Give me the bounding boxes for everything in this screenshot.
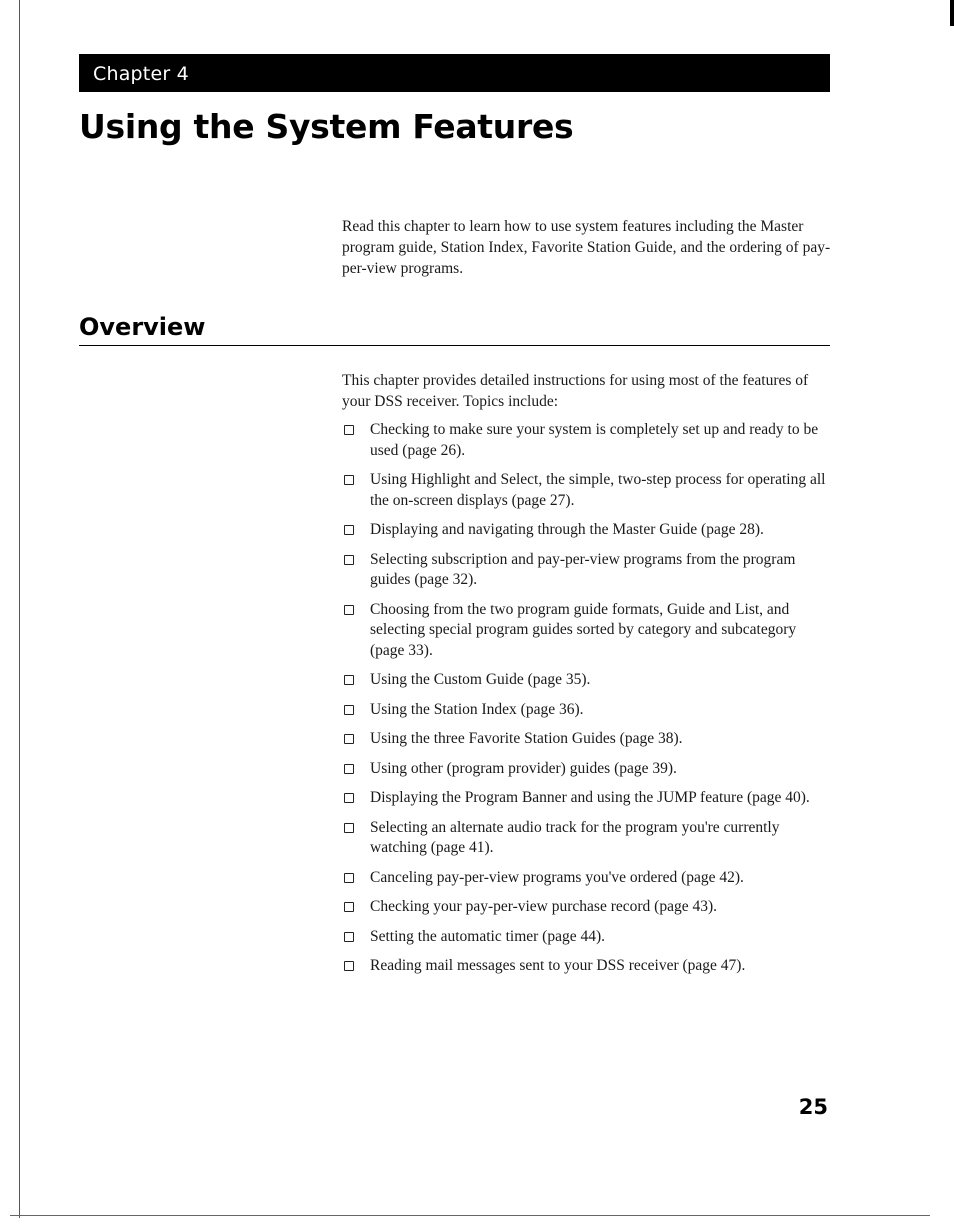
list-item-text: Checking your pay-per-view purchase record (page 43). — [370, 898, 718, 915]
list-item — [342, 927, 832, 948]
list-item — [342, 868, 832, 889]
checkbox-square-icon — [344, 961, 354, 971]
list-item-text: Selecting subscription and pay-per-view programs from the program guides (page 32). — [370, 550, 796, 588]
list-item — [342, 956, 832, 977]
list-item-text: Setting the automatic timer (page 44). — [370, 927, 606, 945]
checkbox-square-icon — [344, 764, 354, 774]
list-item-text: Canceling pay-per-view programs you've ordered (page 42). — [370, 868, 744, 886]
checkbox-square-icon — [344, 734, 354, 744]
list-item — [342, 670, 832, 691]
checkbox-square-icon — [344, 555, 354, 565]
list-item — [342, 520, 832, 541]
topics-list — [342, 420, 832, 986]
page-number: 25 — [798, 1095, 828, 1119]
list-item — [342, 600, 832, 662]
checkbox-square-icon — [344, 793, 354, 803]
list-item — [342, 897, 832, 918]
list-item — [342, 470, 832, 511]
list-item-text: Using the three Favorite Station Guides (page 38). — [370, 730, 683, 747]
list-item-text: Displaying and navigating through the Master Guide (page 28). — [370, 521, 764, 538]
list-item-text: Using the Custom Guide (page 35). — [370, 671, 591, 688]
list-item — [342, 420, 832, 461]
scan-edge-right — [950, 0, 954, 26]
checkbox-square-icon — [344, 675, 354, 685]
list-item — [342, 788, 832, 809]
scan-edge-left — [19, 0, 20, 1218]
list-item — [342, 550, 832, 591]
overview-intro: This chapter provides detailed instructions for using most of the features of your DSS receiver. Topics include: — [342, 372, 809, 410]
list-item-text: Checking to make sure your system is completely set up and ready to be used (page 26). — [370, 421, 819, 459]
list-item-text: Reading mail messages sent to your DSS receiver (page 47). — [370, 957, 746, 974]
list-item-text: Selecting an alternate audio track for the program you're currently watching (page 41). — [370, 818, 780, 856]
list-item-text: Using Highlight and Select, the simple, two-step process for operating all the on-screen displays (page 27). — [370, 471, 826, 509]
scan-bottom-edge — [10, 1215, 930, 1216]
chapter-intro: Read this chapter to learn how to use system features including the Master program guide, Station Index, Favorite Station Guide, and the ordering of pay-per-view programs. — [342, 218, 831, 277]
checkbox-square-icon — [344, 932, 354, 942]
checkbox-square-icon — [344, 425, 354, 435]
list-item — [342, 700, 832, 721]
chapter-label-bar — [79, 54, 830, 92]
checkbox-square-icon — [344, 823, 354, 833]
section-divider — [79, 345, 830, 346]
checkbox-square-icon — [344, 605, 354, 615]
list-item-text: Using other (program provider) guides (page 39). — [370, 759, 677, 777]
section-heading-overview: Overview — [79, 313, 206, 341]
list-item-text: Displaying the Program Banner and using the JUMP feature (page 40). — [370, 789, 810, 806]
checkbox-square-icon — [344, 705, 354, 715]
checkbox-square-icon — [344, 475, 354, 485]
list-item-text: Choosing from the two program guide formats, Guide and List, and selecting special program guides sorted by category and subcategory (page 33). — [370, 600, 797, 659]
list-item — [342, 729, 832, 750]
list-item — [342, 759, 832, 780]
list-item — [342, 818, 832, 859]
list-item-text: Using the Station Index (page 36). — [370, 700, 584, 718]
checkbox-square-icon — [344, 873, 354, 883]
page-title: Using the System Features — [79, 107, 574, 146]
chapter-label: Chapter 4 — [93, 63, 189, 85]
checkbox-square-icon — [344, 902, 354, 912]
checkbox-square-icon — [344, 525, 354, 535]
